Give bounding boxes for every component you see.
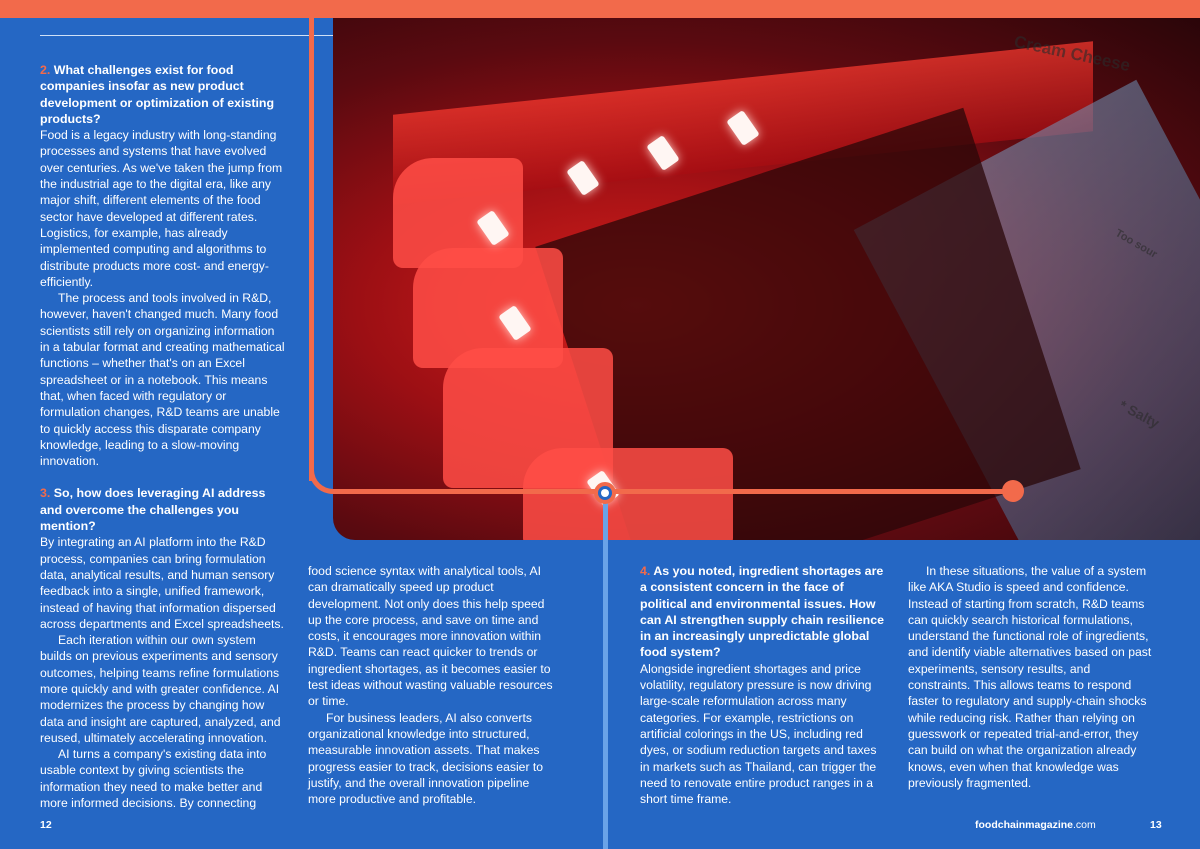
site-url-bold: foodchainmagazine [975, 819, 1074, 831]
photo-caption: * Salty [1116, 396, 1163, 432]
column-3 [640, 563, 885, 807]
body-paragraph: food science syntax with analytical tools, AI can dramatically speed up product development. Not only does this help speed up the core process, and save on time and costs, it encourages more innovation within R&D. Teams can react quicker to trends or ingredient shortages, as it becomes easier to test ideas without wasting valuable resources or time. [308, 564, 553, 709]
blue-guide-line [603, 493, 608, 849]
body-paragraph: AI turns a company's existing data into usable context by giving scientists the information they need to make better and more informed decisions. By connecting [40, 747, 267, 811]
question-heading [40, 485, 285, 534]
body-paragraph: The process and tools involved in R&D, however, haven't changed much. Many food scientists still rely on organizing information in a tabular format and creating mathematical functions – whether that's on an Excel spreadsheet or in a notebook. This means that, when faced with regulatory or formulation changes, R&D teams are unable to quickly access this disparate company knowledge, leading to a slow-moving innovation. [40, 291, 285, 469]
question-number: 4. [640, 564, 651, 578]
column-1 [40, 62, 285, 811]
photo-booth [523, 448, 733, 540]
question-text: So, how does leveraging AI address and overcome the challenges you mention? [40, 486, 266, 534]
column-2 [308, 563, 553, 807]
body-paragraph: Alongside ingredient shortages and price volatility, regulatory pressure is now driving large-scale reformulation across many categories. For example, restrictions on artificial colorings in the US, including red dyes, or sodium reduction targets and taxes in markets such as Thailand, can trigger the need to renovate entire product ranges in a short time frame. [640, 661, 877, 807]
page-number-left: 12 [40, 819, 52, 831]
body-paragraph: For business leaders, AI also converts organizational knowledge into structured, measurable innovation assets. That makes progress easier to track, decisions easier to justify, and the overall innovation pipeline more productive and profitable. [308, 710, 544, 807]
question-heading [640, 563, 885, 661]
photo-caption: Too sour [1113, 227, 1160, 261]
question-heading [40, 62, 285, 127]
body-paragraph: Food is a legacy industry with long-standing processes and systems that have evolved over centuries. As we've taken the jump from the industrial age to the digital era, like any major shift, different elements of the food sector have developed at different rates. Logistics, for example, has already implemented computing and algorithms to distribute products more cost- and energy-efficiently. [40, 128, 283, 289]
body-paragraph: By integrating an AI platform into the R&D process, companies can bring formulation data, analytical results, and human sensory feedback into a single, unified framework, instead of having that information dispersed across departments and Excel spreadsheets. [40, 535, 284, 631]
column-4 [908, 563, 1153, 791]
question-text: What challenges exist for food companies insofar as new product development or optimization of existing products? [40, 63, 275, 126]
lab-tasting-booths-photo [333, 18, 1200, 540]
question-number: 2. [40, 63, 51, 77]
page-number-right: 13 [1150, 819, 1162, 831]
ring-marker [594, 482, 616, 504]
orange-guide-line [309, 18, 314, 481]
orange-guide-line [335, 489, 1015, 494]
photo-caption: Cream Cheese [1012, 31, 1132, 76]
site-url[interactable] [975, 819, 1096, 831]
site-url-suffix: .com [1073, 819, 1096, 831]
orange-dot-marker [1002, 480, 1024, 502]
body-paragraph: In these situations, the value of a system like AKA Studio is speed and confidence. Instead of starting from scratch, R&D teams can quickly search historical formulations, understand the functional role of ingredients, and identify viable alternatives based on past experiments, sensory results, and constraints. This allows teams to respond faster to regulatory and supply-chain shocks while reducing risk. Rather than relying on guesswork or repeated trial-and-error, they can build on what the organization already knows, even when that knowledge was previously fragmented. [908, 564, 1152, 790]
question-number: 3. [40, 486, 51, 501]
body-paragraph: Each iteration within our own system builds on previous experiments and sensory outcomes, helping teams refine formulations more quickly and with greater confidence. AI modernizes the process by changing how data and insight are captured, analyzed, and reused, ultimately accelerating innovation. [40, 633, 281, 745]
question-text: As you noted, ingredient shortages are a consistent concern in the face of political and environmental issues. How can AI strengthen supply chain resilience in an increasingly unpredictable global food system? [640, 564, 884, 660]
top-accent-bar [0, 0, 1200, 18]
